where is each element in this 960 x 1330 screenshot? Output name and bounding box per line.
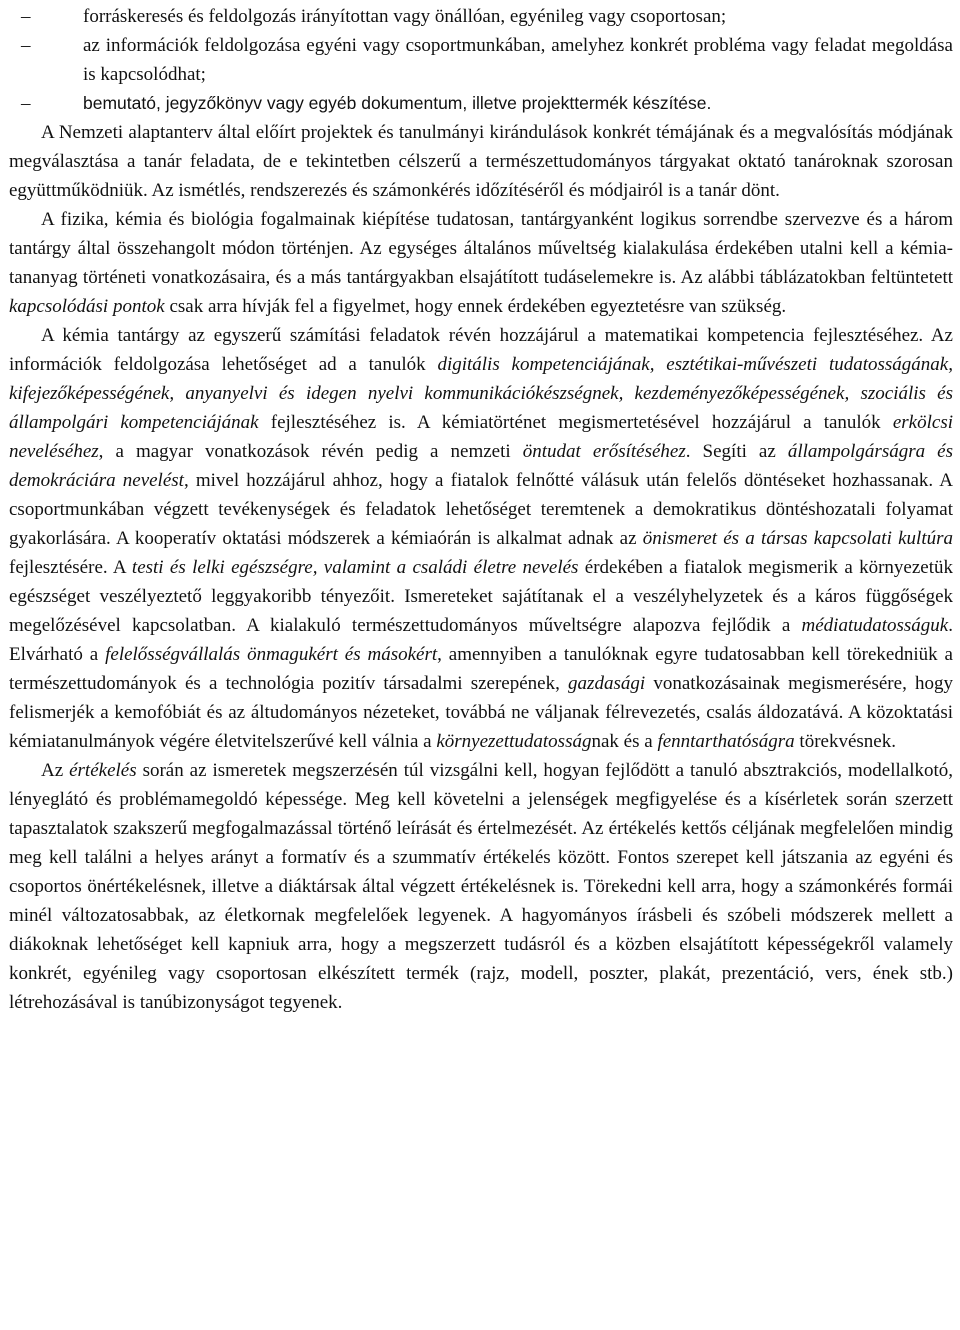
paragraph-projects: A Nemzeti alaptanterv által előírt projektek és tanulmányi kirándulások konkrét témájának és a megvalósítás módjának megválasztása a tanár feladata, de e tekintetben célszerű a természettudományos tárgyakat oktató tanároknak szorosan együttműködniük. Az ismétlés, rendszerezés és számonkérés időzítéséről és módjairól is a tanár dönt. <box>9 122 953 201</box>
bullet-item: – az információk feldolgozása egyéni vagy csoportmunkában, amelyhez konkrét probléma vagy feladat megoldása is kapcsolódhat; <box>9 31 953 89</box>
dash-bullet-icon: – <box>21 93 31 114</box>
bullet-item: – bemutató, jegyzőkönyv vagy egyéb dokumentum, illetve projekttermék készítése. <box>9 89 953 118</box>
paragraph-assessment: Az értékelés során az ismeretek megszerzésén túl vizsgálni kell, hogyan fejlődött a tanuló absztrakciós, modellalkotó, lényeglátó és problémamegoldó képessége. Meg kell követelni a jelenségek megfigyelése és a kísérletek során szerzett tapasztalatok szakszerű megfogalmazással történő leírását és értelmezését. Az értékelés kettős céljának megfelelően mindig meg kell találni a helyes arányt a formatív és a szummatív értékelés között. Fontos szerepet kell játszania az egyéni és csoportos önértékelésnek, illetve a diáktársak által végzett értékelésnek is. Törekedni kell arra, hogy a számonkérés formái minél változatosabbak, az életkornak megfelelőek legyenek. A hagyományos írásbeli és szóbeli módszerek mellett a diákoknak lehetőséget kell kapniuk arra, hogy a megszerzett tudásról és a közben elsajátított képességekről valamely konkrét, egyénileg vagy csoportosan elkészített termék (rajz, modell, poszter, plakát, prezentáció, vers, ének stb.) létrehozásával is tanúbizonyságot tegyenek. <box>9 760 954 1013</box>
bullet-list <box>9 2 953 118</box>
paragraph-concepts: A fizika, kémia és biológia fogalmainak kiépítése tudatosan, tantárgyanként logikus sorrendbe szervezve és a három tantárgy által összehangolt módon történjen. Az egységes általános műveltség kialakulása érdekében utalni kell a kémia-tananyag történeti vonatkozásaira, és a más tantárgyakban elsajátított tudáselemekre is. Az alábbi táblázatokban feltüntetett kapcsolódási pontok csak arra hívják fel a figyelmet, hogy ennek érdekében egyeztetésre van szükség. <box>9 209 953 317</box>
dash-bullet-icon: – <box>21 6 31 27</box>
dash-bullet-icon: – <box>21 35 31 56</box>
paragraph-competences: A kémia tantárgy az egyszerű számítási feladatok révén hozzájárul a matematikai kompetencia fejlesztéséhez. Az információk feldolgozása lehetőséget ad a tanulók digitális kompetenciájának, esztétikai-művészeti tudatosságának, kifejezőképességének, anyanyelvi és idegen nyelvi kommunikációkészségnek, kezdeményezőképességének, szociális és állampolgári kompetenciájának fejlesztéséhez is. A kémiatörténet megismertetésével hozzájárul a tanulók erkölcsi neveléséhez, a magyar vonatkozások révén pedig a nemzeti öntudat erősítéséhez. Segíti az állampolgárságra és demokráciára nevelést, mivel hozzájárul ahhoz, hogy a fiatalok felnőtté válásuk után felelős döntéseket hozhassanak. A csoportmunkában végzett tevékenységek és feladatok lehetőséget teremtenek a demokratikus döntéshozatali folyamat gyakorlására. A kooperatív oktatási módszerek a kémiaórán is alkalmat adnak az önismeret és a társas kapcsolati kultúra fejlesztésére. A testi és lelki egészségre, valamint a családi életre nevelés érdekében a fiatalok megismerik a környezetük egészséget veszélyeztető leggyakoribb tényezőit. Ismereteket sajátítanak el a veszélyhelyzetek és a káros függőségek megelőzésével kapcsolatban. A kialakuló természettudományos műveltségre alapozva fejlődik a médiatudatosságuk. Elvárható a felelősségvállalás önmagukért és másokért, amennyiben a tanulóknak egyre tudatosabban kell törekedniük a természettudományok és a technológia pozitív társadalmi szerepének, gazdasági vonatkozásainak megismerésére, hogy felismerjék a kemofóbiát és az áltudományos nézeteket, továbbá ne váljanak félrevezetés, csalás áldozatává. A közoktatási kémiatanulmányok végére életvitelszerűvé kell válnia a környezettudatosságnak és a fenntarthatóságra törekvésnek. <box>9 325 954 752</box>
bullet-item: – forráskeresés és feldolgozás irányítottan vagy önállóan, egyénileg vagy csoportosan; <box>9 2 953 31</box>
